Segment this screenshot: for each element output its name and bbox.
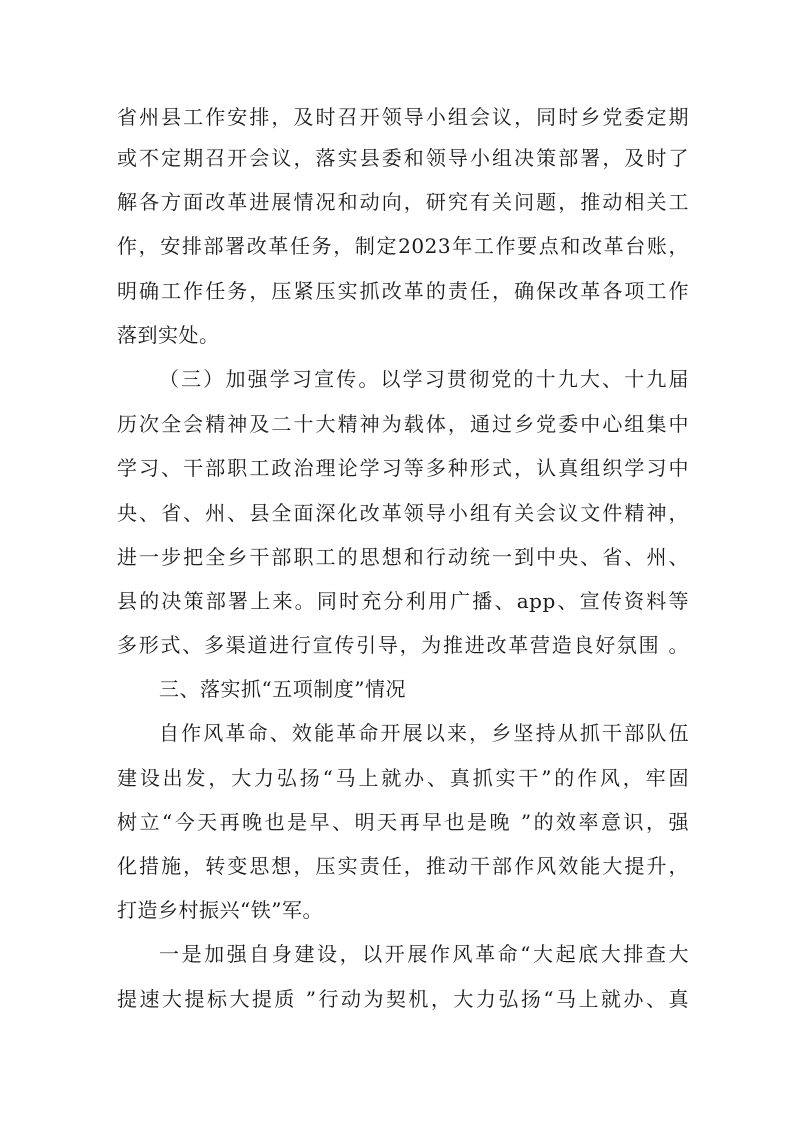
text-line: 历次全会精神及二十大精神为载体，通过乡党委中心组集中 — [117, 412, 689, 436]
section-heading: 三、落实抓“五项制度”情况 — [159, 677, 406, 701]
text-line: 学习、干部职工政治理论学习等多种形式，认真组织学习中 — [117, 456, 689, 480]
text-line: 央、省、州、县全面深化改革领导小组有关会议文件精神， — [117, 501, 689, 525]
text-line: 打造乡村振兴“铁”军。 — [117, 898, 323, 922]
text-line: 提速大提标大提质 ”行动为契机，大力弘扬“马上就办、真 — [117, 987, 689, 1011]
text-line: 树立“今天再晚也是早、明天再早也是晚 ”的效率意识，强 — [117, 810, 689, 834]
text-line: 作，安排部署改革任务，制定2023年工作要点和改革台账， — [117, 234, 689, 258]
text-line: 省州县工作安排，及时召开领导小组会议，同时乡党委定期 — [117, 105, 689, 129]
text-line: 或不定期召开会议，落实县委和领导小组决策部署，及时了 — [117, 146, 689, 170]
text-line: 化措施，转变思想，压实责任，推动干部作风效能大提升， — [117, 854, 689, 878]
text-line: 进一步把全乡干部职工的思想和行动统一到中央、省、州、 — [117, 545, 689, 569]
text-line: 解各方面改革进展情况和动向，研究有关问题，推动相关工 — [117, 190, 689, 214]
text-line: 建设出发，大力弘扬“马上就办、真抓实干”的作风，牢固 — [117, 766, 689, 790]
text-line: 县的决策部署上来。同时充分利用广播、app、宣传资料等 — [117, 589, 689, 613]
section-heading: （三）加强学习宣传。以学习贯彻党的十九大、十九届 — [159, 367, 689, 391]
text-line: 一是加强自身建设，以开展作风革命“大起底大排查大 — [159, 942, 689, 966]
text-line: 明确工作任务，压紧压实抓改革的责任，确保改革各项工作 — [117, 279, 689, 303]
text-line: 落到实处。 — [117, 323, 220, 347]
text-line: 多形式、多渠道进行宣传引导，为推进改革营造良好氛围 。 — [117, 633, 689, 657]
text-line: 自作风革命、效能革命开展以来，乡坚持从抓干部队伍 — [159, 721, 689, 745]
